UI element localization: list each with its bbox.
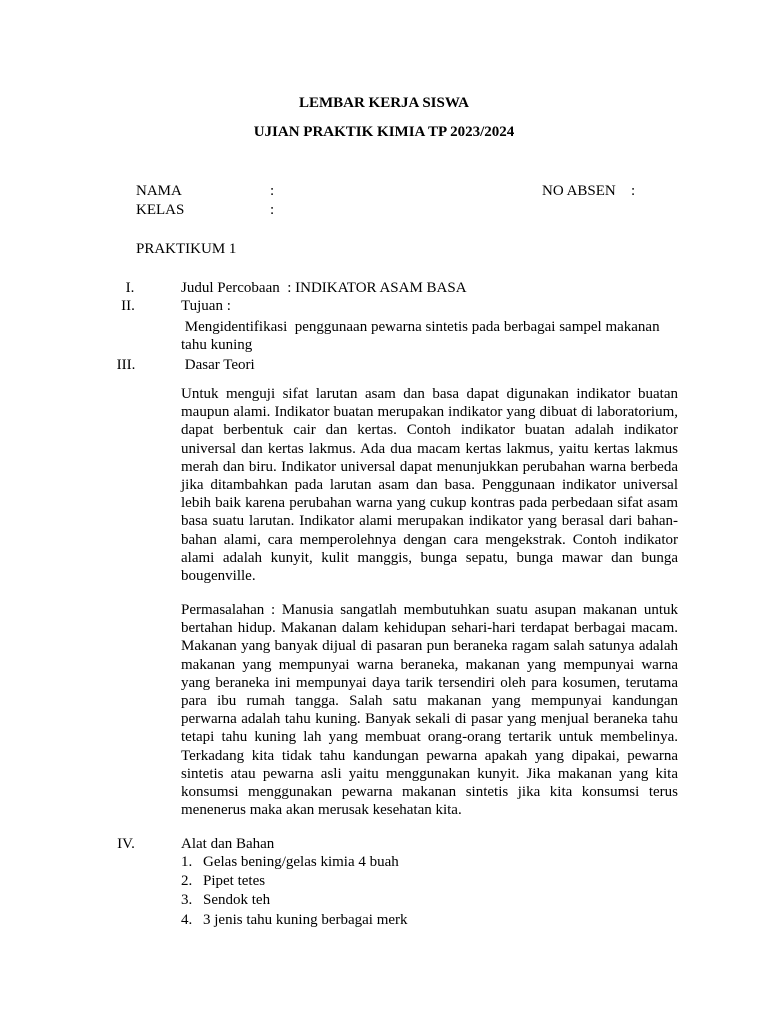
list-item-number: 4. bbox=[181, 911, 193, 928]
document-title: LEMBAR KERJA SISWA bbox=[298, 95, 470, 111]
tujuan-text-line1: Mengidentifikasi penggunaan pewarna sintetis pada berbagai sampel makanan bbox=[181, 319, 660, 335]
list-item-text: Sendok teh bbox=[203, 892, 271, 909]
tujuan-text-line2: tahu kuning bbox=[181, 337, 253, 353]
tujuan-label: Tujuan : bbox=[181, 298, 231, 314]
list-item-number: 1. bbox=[181, 854, 193, 870]
kelas-label: KELAS bbox=[136, 202, 185, 218]
document-subtitle: UJIAN PRAKTIK KIMIA TP 2023/2024 bbox=[253, 124, 515, 140]
list-item-number: 3. bbox=[181, 892, 193, 909]
list-item bbox=[181, 872, 408, 891]
list-item-number: 2. bbox=[181, 873, 193, 890]
list-item-text: 3 jenis tahu kuning berbagai merk bbox=[203, 911, 408, 928]
list-item-text: Gelas bening/gelas kimia 4 buah bbox=[203, 854, 399, 870]
section-numeral-ii: II. bbox=[121, 298, 135, 314]
alat-bahan-list bbox=[181, 853, 408, 930]
judul-value: : INDIKATOR ASAM BASA bbox=[287, 280, 467, 296]
dasar-teori-label: Dasar Teori bbox=[181, 357, 255, 373]
nama-colon: : bbox=[270, 183, 275, 199]
list-item-text: Pipet tetes bbox=[203, 873, 266, 890]
judul-label bbox=[181, 279, 467, 297]
no-absen-colon: : bbox=[631, 183, 636, 199]
judul-label-text: Judul Percobaan bbox=[181, 280, 280, 296]
section-numeral-iii: III. bbox=[116, 357, 136, 373]
dasar-teori-paragraph: Untuk menguji sifat larutan asam dan basa dapat digunakan indikator buatan maupun alami. Indikator buatan merupakan indikator yang dibuat di laboratorium, dapat berbentuk cair dan kertas. Contoh indikator buatan adalah indikator universal dan kertas lakmus. Ada dua macam kertas lakmus, yaitu kertas lakmus merah dan biru. Indikator universal dapat menunjukkan perubahan warna berbeda jika ditambahkan pada larutan asam dan basa. Penggunaan indikator universal lebih baik karena perubahan warna yang cukup kontras pada perbedaan sifat asam basa suatu larutan. Indikator alami merupakan indikator yang berasal dari bahan-bahan alami, cara memperolehnya dengan cara mengekstrak. Contoh indikator alami adalah kunyit, kulit manggis, bunga sepatu, bunga mawar dan bunga bougenville. bbox=[181, 386, 678, 585]
list-item bbox=[181, 911, 408, 930]
list-item bbox=[181, 853, 408, 872]
section-numeral-i: I. bbox=[125, 280, 135, 296]
kelas-colon: : bbox=[270, 202, 275, 218]
nama-label: NAMA bbox=[136, 183, 182, 199]
no-absen-label: NO ABSEN bbox=[542, 183, 616, 199]
section-numeral-iv: IV. bbox=[117, 836, 135, 852]
list-item bbox=[181, 891, 408, 910]
praktikum-heading: PRAKTIKUM 1 bbox=[136, 241, 237, 257]
alat-bahan-label: Alat dan Bahan bbox=[181, 836, 275, 852]
permasalahan-paragraph: Permasalahan : Manusia sangatlah membutuhkan suatu asupan makanan untuk bertahan hidup. Makanan dalam kehidupan sehari-hari terdapat berbagai macam. Makanan yang banyak dijual di pasaran pun beraneka ragam salah satunya adalah makanan yang mempunyai warna beraneka, makanan yang mempunyai warna yang beraneka ini mempunyai daya tarik tersendiri oleh para kosumen, terutama para ibu rumah tangga. Salah satu makanan yang mempunyai kandungan perwarna adalah tahu kuning. Banyak sekali di pasar yang menjual beraneka tahu tetapi tahu kuning lah yang membuat orang-orang tertarik untuk membelinya. Terkadang kita tidak tahu kandungan pewarna apakah yang dipakai, pewarna sintetis atau pewarna asli yaitu menggunakan kunyit. Jika makanan yang kita konsumsi menggunakan pewarna makanan sintetis jika kita konsumsi terus menenerus maka akan merusak kesehatan kita. bbox=[181, 602, 678, 819]
